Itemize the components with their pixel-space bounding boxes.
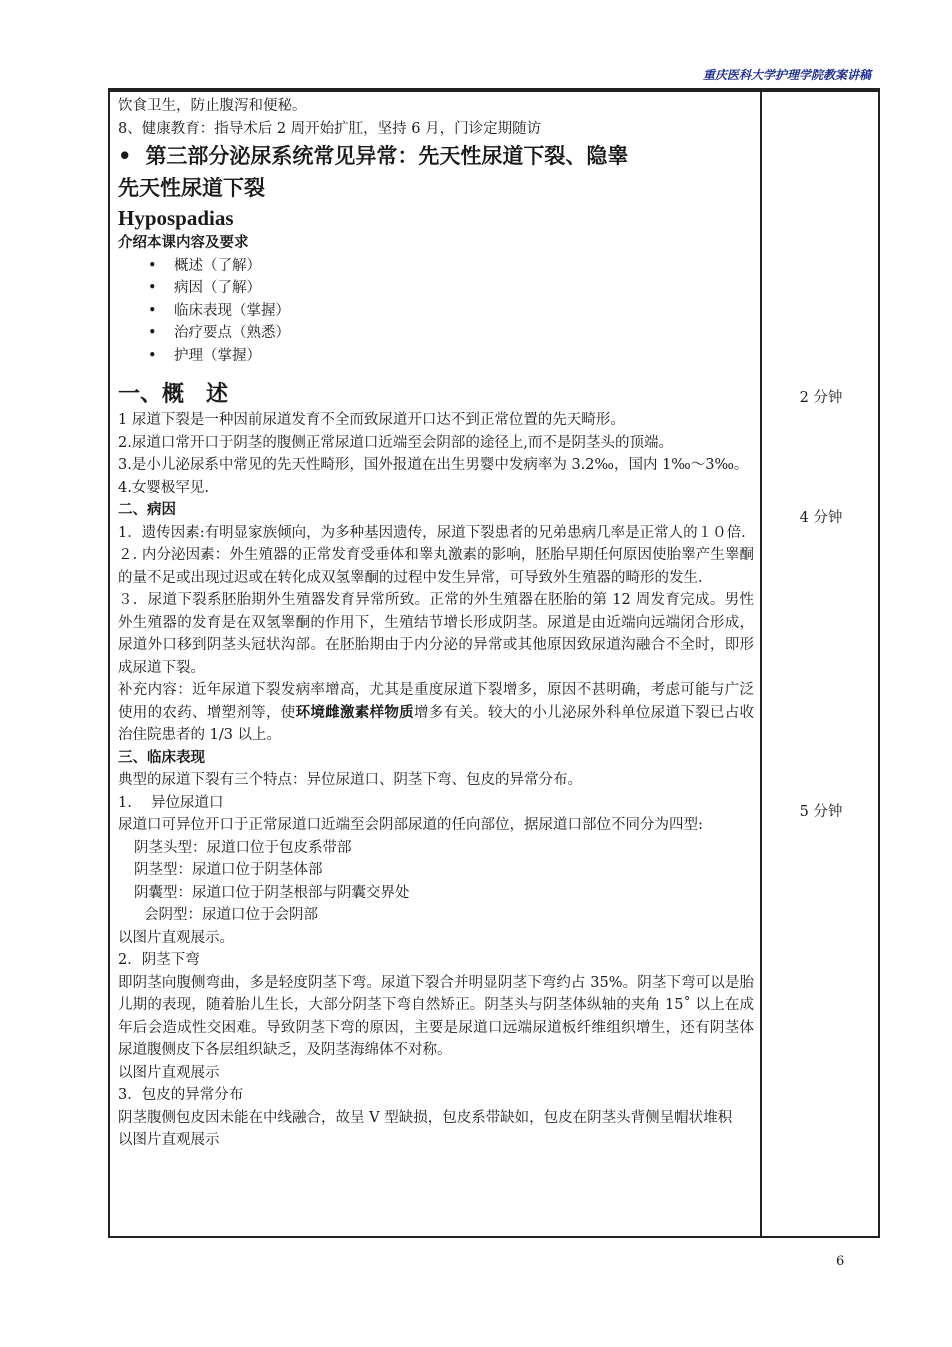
- paragraph: 典型的尿道下裂有三个特点：异位尿道口、阴茎下弯、包皮的异常分布。: [118, 772, 582, 788]
- bullet-icon: •: [148, 302, 157, 319]
- list-item: • 临床表现（掌握）: [148, 300, 754, 323]
- paragraph: 补充内容：近年尿道下裂发病率增高，尤其是重度尿道下裂增多，原因不甚明确，考虑可能与广泛使用的农药、增塑剂等，使环境雌激素样物质增多有关。较大的小儿泌尿外科单位尿道下裂已占收治住院患者的 1/3 以上。: [118, 682, 755, 743]
- section-heading-etiology: 二、病因: [118, 501, 176, 518]
- part-title: [118, 140, 754, 172]
- bullet-icon: •: [148, 325, 157, 341]
- subheading: 1. 异位尿道口: [118, 794, 224, 811]
- section-heading-clinical: 三、临床表现: [118, 748, 205, 766]
- time-label: 2 分钟: [799, 390, 843, 406]
- paragraph: 2.尿道口常开口于阴茎的腹侧正常尿道口近端至会阴部的途径上,而不是阴茎头的顶端。: [118, 434, 673, 451]
- list-item: • 病因（了解）: [148, 277, 754, 300]
- paragraph: ３．尿道下裂系胚胎期外生殖器发育异常所致。正常的外生殖器在胚胎的第 12 周发育完成。男性外生殖器的发育是在双氢睾酮的作用下，生殖结节增长形成阴茎。尿道是由近端向远端闭合形成，尿道外口移到阴茎头冠状沟部。在胚胎期由于内分泌的异常或其他原因致尿道沟融合不全时，即形成尿道下裂。: [118, 592, 754, 676]
- intro-line: 8、健康教育：指导术后 2 周开始扩肛，坚持 6 月，门诊定期随访: [118, 120, 542, 137]
- page-number: 6: [836, 1254, 845, 1269]
- list-item: • 治疗要点（熟悉）: [148, 322, 754, 345]
- paragraph: 以图片直观展示: [118, 1132, 220, 1148]
- subtitle-english: Hypospadias: [118, 206, 234, 230]
- lesson-table: [108, 90, 880, 1238]
- paragraph: 4.女婴极罕见.: [118, 479, 209, 496]
- paragraph: 阴茎腹侧包皮因未能在中线融合，故呈 V 型缺损，包皮系带缺如，包皮在阴茎头背侧呈帽状堆积: [118, 1109, 733, 1126]
- requirements-list: [118, 255, 754, 368]
- intro-line: 饮食卫生，防止腹泻和便秘。: [118, 98, 307, 114]
- type-line: 会阴型：尿道口位于会阴部: [144, 907, 318, 923]
- emphasis-text: 环境雌激素样物质: [295, 703, 414, 721]
- document-header: 重庆医科大学护理学院教案讲稿: [702, 68, 871, 82]
- paragraph: 1 尿道下裂是一种因前尿道发育不全而致尿道开口达不到正常位置的先天畸形。: [118, 412, 625, 428]
- subheading: 3．包皮的异常分布: [118, 1087, 244, 1103]
- paragraph: 即阴茎向腹侧弯曲，多是轻度阴茎下弯。尿道下裂合并明显阴茎下弯约占 35%。阴茎下弯可以是胎儿期的表现，随着胎儿生长，大部分阴茎下弯自然矫正。阴茎头与阴茎体纵轴的夹角 15˚ 以上在成年后会造成性交困难。导致阴茎下弯的原因，主要是尿道口远端尿道板纤维组织增生，还有阴茎体尿道腹侧皮下各层组织缺乏，及阴茎海绵体不对称。: [118, 974, 754, 1058]
- paragraph: 以图片直观展示: [118, 1064, 220, 1081]
- subheading: 2．阴茎下弯: [118, 952, 200, 968]
- content-cell: [109, 91, 761, 1237]
- list-item: • 概述（了解）: [148, 255, 754, 278]
- section-heading-overview: 一、概 述: [118, 381, 229, 407]
- paragraph: 尿道口可异位开口于正常尿道口近端至会阴部尿道的任向部位，据尿道口部位不同分为四型:: [118, 817, 703, 833]
- part-title-text: 第三部分泌尿系统常见异常：先天性尿道下裂、隐睾: [145, 143, 629, 168]
- bullet-icon: •: [118, 143, 132, 168]
- time-label: 5 分钟: [799, 804, 843, 820]
- bullet-icon: •: [148, 257, 157, 274]
- type-line: 阴囊型：尿道口位于阴茎根部与阴囊交界处: [134, 884, 410, 901]
- type-line: 阴茎头型：尿道口位于包皮系带部: [134, 839, 352, 856]
- time-cell: [761, 91, 879, 1237]
- time-label: 4 分钟: [799, 510, 843, 526]
- bullet-icon: •: [148, 347, 157, 364]
- paragraph: ２. 内分泌因素：外生殖器的正常发育受垂体和睾丸激素的影响，胚胎早期任何原因使胎睾产生睾酮的量不足或出现过迟或在转化成双氢睾酮的过程中发生异常，可导致外生殖器的畸形的发生.: [118, 547, 754, 586]
- paragraph: 3.是小儿泌尿系中常见的先天性畸形，国外报道在出生男婴中发病率为 3.2‰，国内 1‰～3‰。: [118, 457, 749, 473]
- subtitle-chinese: 先天性尿道下裂: [118, 175, 265, 200]
- list-item: • 护理（掌握）: [148, 345, 754, 368]
- paragraph: 1．遗传因素:有明显家族倾向，为多种基因遗传，尿道下裂患者的兄弟患病几率是正常人的１０倍.: [118, 524, 746, 541]
- bullet-icon: •: [148, 280, 157, 296]
- requirements-heading: 介绍本课内容及要求: [118, 234, 249, 251]
- type-line: 阴茎型：尿道口位于阴茎体部: [134, 862, 323, 878]
- paragraph: 以图片直观展示。: [118, 929, 234, 946]
